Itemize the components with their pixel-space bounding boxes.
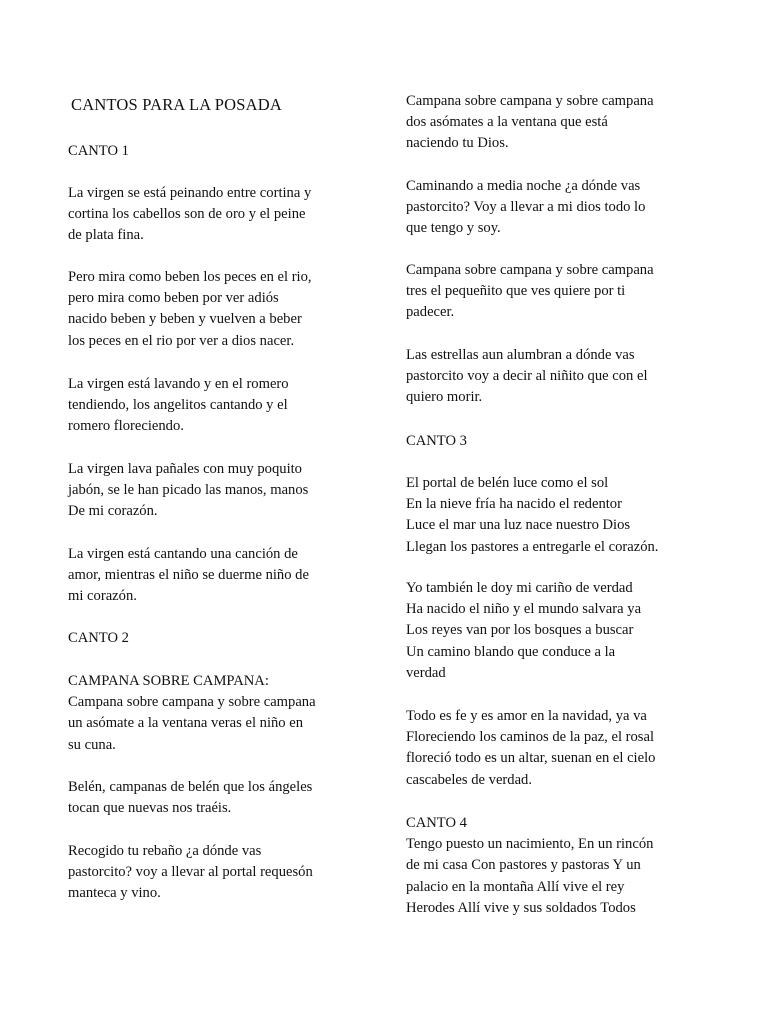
- text-line: Luce el mar una luz nace nuestro Dios: [406, 517, 631, 534]
- text-line: CANTO 4: [406, 815, 467, 831]
- text-line: La virgen está lavando y en el romero: [68, 376, 289, 392]
- text-line: pastorcito? voy a llevar al portal requesón: [68, 864, 313, 881]
- text-line: Ha nacido el niño y el mundo salvara ya: [406, 601, 642, 618]
- text-line: Todo es fe y es amor en la navidad, ya va: [406, 708, 647, 724]
- text-line: amor, mientras el niño se duerme niño de: [68, 567, 309, 584]
- text-line: quiero morir.: [406, 389, 483, 406]
- text-line: tocan que nuevas nos traéis.: [68, 800, 232, 817]
- paragraph: [406, 813, 653, 919]
- paragraph: [406, 706, 655, 791]
- text-line: pero mira como beben por ver adiós: [68, 290, 279, 307]
- text-line: CANTO 3: [406, 433, 467, 449]
- text-line: Belén, campanas de belén que los ángeles: [68, 779, 313, 795]
- text-line: En la nieve fría ha nacido el redentor: [406, 496, 622, 513]
- paragraph: [406, 176, 645, 240]
- text-line: de mi casa Con pastores y pastoras Y un: [406, 857, 641, 874]
- paragraph: [68, 374, 289, 438]
- paragraph: [406, 431, 467, 452]
- text-line: que tengo y soy.: [406, 220, 501, 237]
- text-line: Los reyes van por los bosques a buscar: [406, 622, 634, 639]
- text-line: Campana sobre campana y sobre campana: [406, 93, 654, 109]
- text-line: nacido beben y beben y vuelven a beber: [68, 311, 302, 328]
- text-line: La virgen lava pañales con muy poquito: [68, 461, 302, 477]
- paragraph: [68, 267, 312, 352]
- paragraph: [68, 841, 313, 905]
- text-line: Caminando a media noche ¿a dónde vas: [406, 178, 641, 194]
- text-line: La virgen está cantando una canción de: [68, 546, 298, 562]
- paragraph: [68, 671, 316, 756]
- text-line: su cuna.: [68, 736, 116, 753]
- text-line: Yo también le doy mi cariño de verdad: [406, 580, 633, 596]
- text-line: Llegan los pastores a entregarle el corazón.: [406, 538, 659, 555]
- text-line: Un camino blando que conduce a la: [406, 643, 616, 660]
- text-line: La virgen se está peinando entre cortina y: [68, 185, 312, 201]
- paragraph: [68, 141, 129, 162]
- paragraph: [406, 473, 658, 558]
- text-line: Floreciendo los caminos de la paz, el rosal: [406, 729, 655, 746]
- text-line: cortina los cabellos son de oro y el peine: [68, 206, 306, 223]
- text-line: tendiendo, los angelitos cantando y el: [68, 397, 288, 414]
- text-line: El portal de belén luce como el sol: [406, 475, 609, 491]
- text-line: manteca y vino.: [68, 885, 161, 902]
- text-line: Recogido tu rebaño ¿a dónde vas: [68, 843, 262, 859]
- text-line: un asómate a la ventana veras el niño en: [68, 715, 304, 732]
- text-line: los peces en el rio por ver a dios nacer.: [68, 332, 295, 349]
- text-line: Herodes Allí vive y sus soldados Todos: [406, 899, 636, 916]
- paragraph: [406, 578, 641, 684]
- text-line: CANTO 1: [68, 143, 129, 159]
- paragraph: [68, 459, 308, 523]
- text-line: naciendo tu Dios.: [406, 135, 509, 152]
- text-line: CAMPANA SOBRE CAMPANA:: [68, 673, 269, 689]
- paragraph: [68, 628, 129, 649]
- text-line: romero floreciendo.: [68, 418, 184, 435]
- text-line: Pero mira como beben los peces en el rio,: [68, 269, 312, 285]
- text-line: Las estrellas aun alumbran a dónde vas: [406, 347, 635, 363]
- text-line: pastorcito voy a decir al niñito que con el: [406, 368, 648, 385]
- text-line: De mi corazón.: [68, 503, 158, 520]
- paragraph: [406, 260, 654, 324]
- text-line: Campana sobre campana y sobre campana: [406, 262, 654, 278]
- text-line: CANTO 2: [68, 630, 129, 646]
- text-line: dos asómates a la ventana que está: [406, 114, 608, 131]
- text-line: floreció todo es un altar, suenan en el cielo: [406, 750, 656, 767]
- text-line: padecer.: [406, 304, 455, 321]
- paragraph: [68, 544, 309, 608]
- paragraph: [406, 91, 654, 155]
- text-line: Campana sobre campana y sobre campana: [68, 694, 316, 711]
- text-line: mi corazón.: [68, 588, 137, 605]
- text-line: pastorcito? Voy a llevar a mi dios todo lo: [406, 199, 646, 216]
- paragraph: [68, 183, 311, 247]
- text-line: jabón, se le han picado las manos, manos: [68, 482, 309, 499]
- text-line: cascabeles de verdad.: [406, 771, 532, 788]
- text-line: Tengo puesto un nacimiento, En un rincón: [406, 836, 654, 853]
- text-line: palacio en la montaña Allí vive el rey: [406, 878, 625, 895]
- text-line: de plata fina.: [68, 227, 144, 244]
- page-title: CANTOS PARA LA POSADA: [71, 95, 282, 114]
- text-line: tres el pequeñito que ves quiere por ti: [406, 283, 626, 300]
- paragraph: [406, 345, 648, 409]
- text-line: verdad: [406, 664, 446, 681]
- paragraph: [68, 777, 312, 819]
